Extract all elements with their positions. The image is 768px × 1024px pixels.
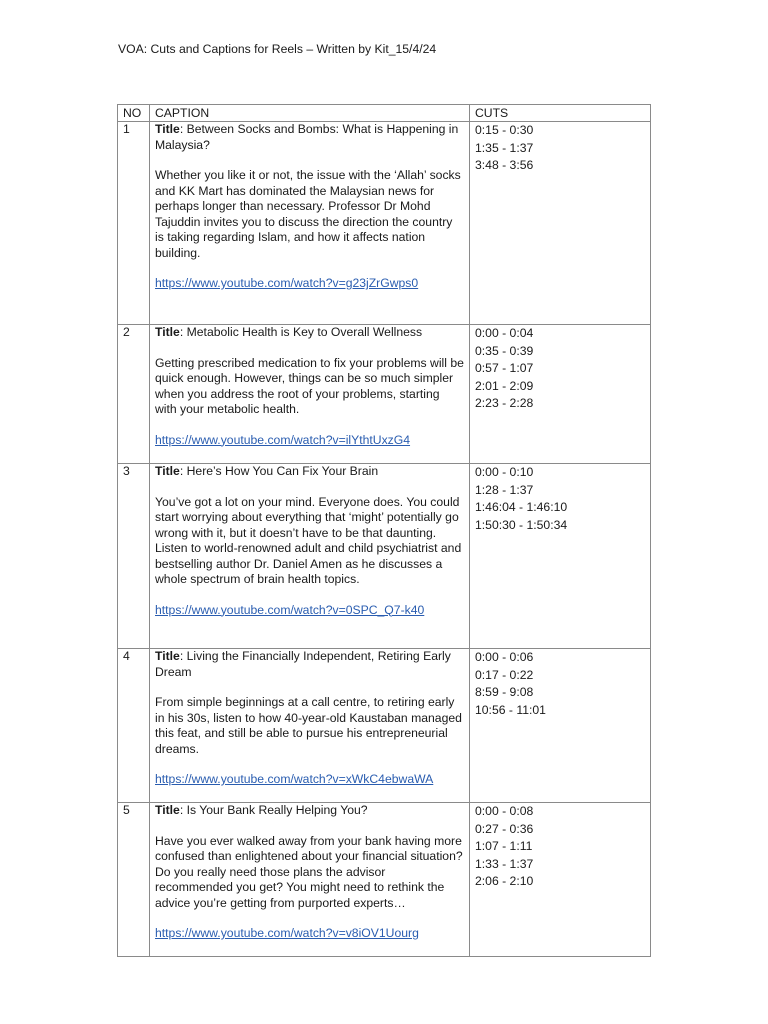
video-link[interactable]: https://www.youtube.com/watch?v=xWkC4ebwaWA xyxy=(155,772,434,786)
title-label: Title xyxy=(155,649,180,663)
cut-range: 10:56 - 11:01 xyxy=(475,702,546,717)
caption-title: Title: Here’s How You Can Fix Your Brain xyxy=(155,464,379,478)
video-link[interactable]: https://www.youtube.com/watch?v=v8iOV1Uourg xyxy=(155,926,419,940)
row-number: 4 xyxy=(118,649,150,803)
cut-range: 1:35 - 1:37 xyxy=(475,140,534,155)
cuts-cell xyxy=(470,325,651,464)
table-row xyxy=(118,122,651,325)
cuts-cell xyxy=(470,122,651,325)
caption-title: Title: Metabolic Health is Key to Overall Wellness xyxy=(155,325,423,339)
cut-range: 2:01 - 2:09 xyxy=(475,378,534,393)
table-row xyxy=(118,803,651,957)
caption-title: Title: Living the Financially Independent, Retiring Early Dream xyxy=(155,649,451,679)
cut-range: 0:00 - 0:04 xyxy=(475,326,534,340)
caption-cell xyxy=(150,464,470,649)
table-row xyxy=(118,649,651,803)
video-link[interactable]: https://www.youtube.com/watch?v=0SPC_Q7-k40 xyxy=(155,602,425,617)
table-header-row xyxy=(118,105,651,122)
document-header: VOA: Cuts and Captions for Reels – Written by Kit_15/4/24 xyxy=(118,42,437,56)
title-text: Is Your Bank Really Helping You? xyxy=(186,803,368,817)
caption-title: Title: Between Socks and Bombs: What is Happening in Malaysia? xyxy=(155,122,459,152)
cut-range: 3:48 - 3:56 xyxy=(475,158,534,173)
title-label: Title xyxy=(155,325,180,339)
table-row xyxy=(118,325,651,464)
title-label: Title xyxy=(155,464,180,478)
title-text: Between Socks and Bombs: What is Happening in Malaysia? xyxy=(155,122,459,152)
caption-cell xyxy=(150,325,470,464)
row-number: 2 xyxy=(118,325,150,464)
caption-title: Title: Is Your Bank Really Helping You? xyxy=(155,803,368,817)
cut-range: 1:46:04 - 1:46:10 xyxy=(475,500,568,515)
cuts-cell xyxy=(470,464,651,649)
cut-range: 1:33 - 1:37 xyxy=(475,856,534,871)
cuts-cell xyxy=(470,649,651,803)
cut-range: 8:59 - 9:08 xyxy=(475,685,534,700)
cut-range: 1:50:30 - 1:50:34 xyxy=(475,517,568,532)
caption-cell xyxy=(150,803,470,957)
cut-range: 0:00 - 0:08 xyxy=(475,804,534,818)
column-header-cuts: CUTS xyxy=(470,105,651,122)
cuts-cell xyxy=(470,803,651,957)
row-number: 3 xyxy=(118,464,150,649)
cut-range: 0:27 - 0:36 xyxy=(475,821,534,836)
column-header-caption: CAPTION xyxy=(150,105,470,122)
row-number: 5 xyxy=(118,803,150,957)
caption-cell xyxy=(150,649,470,803)
title-text: Here’s How You Can Fix Your Brain xyxy=(186,464,379,478)
table-row xyxy=(118,464,651,649)
cut-range: 1:07 - 1:11 xyxy=(475,839,533,854)
cut-range: 2:06 - 2:10 xyxy=(475,874,534,889)
cut-range: 2:23 - 2:28 xyxy=(475,396,534,411)
cuts-captions-table xyxy=(117,104,651,957)
cut-range: 0:00 - 0:06 xyxy=(475,650,534,664)
caption-description: Getting prescribed medication to fix your problems will be quick enough. However, things can be so much simpler when you address the root of your problems, starting with your metabolic health. xyxy=(155,355,464,416)
title-text: Metabolic Health is Key to Overall Wellness xyxy=(186,325,423,339)
caption-description: Have you ever walked away from your bank having more confused than enlightened about your financial situation? Do you really need those plans the advisor recommended you get? You might need to rethink the advice you’re getting from purported experts… xyxy=(155,833,463,910)
cut-range: 1:28 - 1:37 xyxy=(475,482,534,497)
title-text: Living the Financially Independent, Retiring Early Dream xyxy=(155,649,451,679)
caption-description: From simple beginnings at a call centre, to retiring early in his 30s, listen to how 40-year-old Kaustaban managed this feat, and still be able to pursue his entrepreneurial dreams. xyxy=(155,695,462,756)
cut-range: 0:57 - 1:07 xyxy=(475,361,534,376)
row-number: 1 xyxy=(118,122,150,325)
cut-range: 0:17 - 0:22 xyxy=(475,667,534,682)
video-link[interactable]: https://www.youtube.com/watch?v=g23jZrGwps0 xyxy=(155,276,419,290)
cut-range: 0:15 - 0:30 xyxy=(475,123,534,137)
caption-cell xyxy=(150,122,470,325)
video-link[interactable]: https://www.youtube.com/watch?v=ilYthtUxzG4 xyxy=(155,432,411,447)
cut-range: 0:00 - 0:10 xyxy=(475,465,534,479)
title-label: Title xyxy=(155,803,180,817)
caption-description: You’ve got a lot on your mind. Everyone does. You could start worrying about everything that ‘might’ potentially go wrong with it, but it doesn’t have to be that daunting. Listen to world-renowned adult and child psychiatrist and bestselling author Dr. Daniel Amen as he discusses a whole spectrum of brain health topics. xyxy=(155,494,462,586)
cut-range: 0:35 - 0:39 xyxy=(475,343,534,358)
caption-description: Whether you like it or not, the issue with the ‘Allah’ socks and KK Mart has dominated the Malaysian news for perhaps longer than necessary. Professor Dr Mohd Tajuddin invites you to discuss the direction the country is taking regarding Islam, and how it affects nation building. xyxy=(155,168,461,260)
title-label: Title xyxy=(155,122,180,136)
column-header-no: NO xyxy=(118,105,150,122)
